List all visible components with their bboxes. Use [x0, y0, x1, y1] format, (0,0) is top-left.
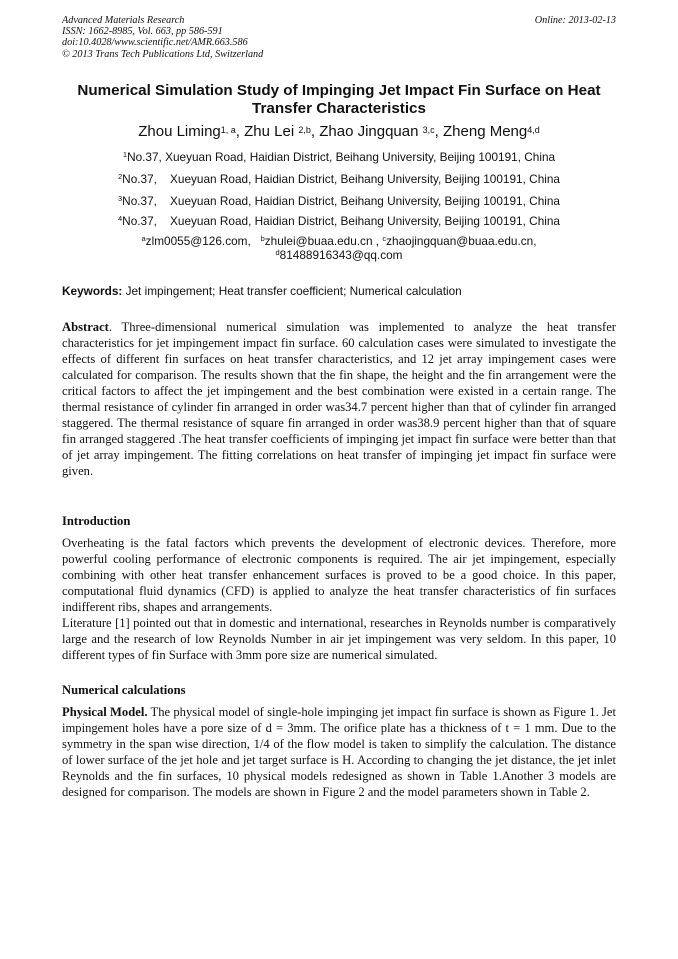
affiliation-4	[62, 214, 616, 228]
email-b[interactable]: zhulei@buaa.edu.cn ,	[264, 234, 380, 248]
issn-line: ISSN: 1662-8985, Vol. 663, pp 586-591	[62, 26, 223, 38]
author-name: Zhu Lei	[244, 123, 295, 140]
affiliation-1	[62, 150, 616, 164]
affiliation-text: No.37, Xueyuan Road, Haidian District, Beihang University, Beijing 100191, China	[122, 214, 560, 228]
journal-name: Advanced Materials Research	[62, 15, 185, 26]
author-name: Zheng Meng	[443, 123, 528, 140]
author-list: Zhou Liming$^{1, a}$, Zhu Lei $^{2,b}$, Zhao Jingquan $^{3,c}$, Zheng Meng$^{4,d}$	[138, 123, 540, 140]
affiliation-text: No.37, Xueyuan Road, Haidian District, Beihang University, Beijing 100191, China	[122, 194, 560, 208]
email-a[interactable]: zlm0055@126.com,	[145, 234, 251, 248]
doi-line: doi:10.4028/www.scientific.net/AMR.663.586	[62, 37, 248, 49]
introduction-paragraph-1: Overheating is the fatal factors which prevents the development of electronic devices. Therefore, more powerful cooling performance of electronic components is required. The air jet impingement, especially combining with other heat transfer enhancement surfaces is proved to be a good choice. In this paper, computational fluid dynamics (CFD) is applied to analyze the heat transfer characteristics of fin surfaces indifferent ribs, shapes and arrangements.	[62, 536, 616, 614]
email-list	[62, 234, 616, 262]
affiliation-text: No.37, Xueyuan Road, Haidian District, Beihang University, Beijing 100191, China	[127, 150, 556, 164]
email-d[interactable]: 81488916343@qq.com	[279, 248, 403, 262]
affiliation-sup: 4	[118, 214, 123, 223]
abstract-label: Abstract	[62, 320, 109, 334]
abstract-text: . Three-dimensional numerical simulation was implemented to analyze the heat transfer characteristics for jet impingement impact fin surface. 60 calculation cases were simulated to investigate the effects of different fin surfaces on heat transfer characteristics, and 12 jet array impingement cases were calculated for comparison. The results shown that the fin shape, the height and the fin arrangement were the critical factors to affect the jet impingement and the best combination were existed in a certain range. The thermal resistance of cylinder fin arranged in order was34.7 percent higher than that of cylinder fin arranged staggered. The thermal resistance of square fin arranged in order was38.9 percent higher than that of square fin arranged staggered .The heat transfer coefficients of impinging jet impact fin surface were better than that of jet array impingement. The fitting correlations on heat transfer of impinging jet impact fin surface were given.	[62, 320, 616, 478]
email-sup: c	[382, 234, 387, 243]
author-sup: 4,d	[527, 125, 540, 135]
email-sup: d	[275, 248, 280, 257]
author-name: Zhou Liming	[138, 123, 221, 140]
author-sup: 2,b	[298, 125, 311, 135]
paper-title: Numerical Simulation Study of Impinging Jet Impact Fin Surface on Heat Transfer Characteristics	[77, 82, 601, 117]
copyright-line: © 2013 Trans Tech Publications Ltd, Switzerland	[62, 48, 264, 60]
abstract	[62, 319, 616, 479]
affiliation-sup: 3	[118, 194, 123, 203]
author-name: Zhao Jingquan	[319, 123, 419, 140]
introduction-heading: Introduction	[62, 514, 131, 528]
journal-header	[62, 15, 616, 60]
affiliation-2	[62, 172, 616, 186]
email-c[interactable]: zhaojingquan@buaa.edu.cn,	[386, 234, 537, 248]
physical-model-paragraph	[62, 704, 616, 800]
author-sup: 1, a	[220, 125, 236, 135]
affiliation-sup: 2	[118, 172, 123, 181]
introduction-paragraph-2: Literature [1] pointed out that in domestic and international, researches in Reynolds number is comparatively large and the research of low Reynolds Number in air jet impingement was very seldom. In this paper, 10 different types of fin Surface with 3mm pore size are numerical simulated.	[62, 616, 616, 662]
email-sup: a	[141, 234, 146, 243]
affiliation-text: No.37, Xueyuan Road, Haidian District, Beihang University, Beijing 100191, China	[122, 172, 560, 186]
keywords-text: Jet impingement; Heat transfer coefficient; Numerical calculation	[125, 284, 462, 298]
online-date: Online: 2013-02-13	[534, 15, 616, 26]
physical-model-text: The physical model of single-hole impinging jet impact fin surface is shown as Figure 1. Jet impingement holes have a pore size of d = 3mm. The orifice plate has a thickness of t = 1 mm. Due to the symmetry in the span wise direction, 1/4 of the flow model is taken to simplify the calculation. The distance of lower surface of the jet hole and jet target surface is H. According to changing the jet distance, the jet inlet Reynolds and the fin surfaces, 10 physical models redesigned as shown in Table 1.Another 3 models are designed for comparison. The models are shown in Figure 2 and the model parameters shown in Table 2.	[62, 705, 616, 799]
numerical-calculations-heading: Numerical calculations	[62, 683, 186, 697]
affiliation-sup: 1	[122, 150, 128, 159]
keywords	[62, 284, 616, 298]
physical-model-label: Physical Model.	[62, 705, 148, 719]
affiliation-3	[62, 194, 616, 208]
email-sup: b	[260, 234, 265, 243]
author-sup: 3,c	[422, 125, 435, 135]
keywords-label: Keywords:	[62, 284, 123, 298]
